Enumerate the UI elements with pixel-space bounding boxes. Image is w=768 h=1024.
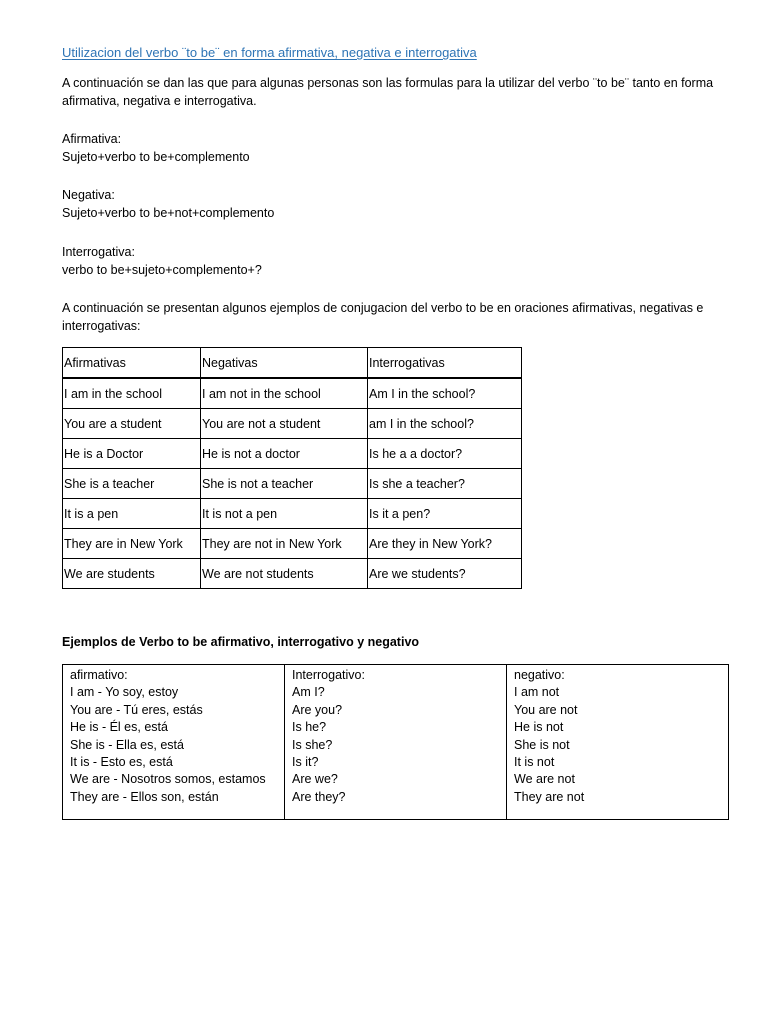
list-item: Is she? [292, 737, 333, 752]
table-cell: It is a pen [63, 499, 201, 529]
list-item: Is it? [292, 755, 319, 770]
table-cell: She is a teacher [63, 469, 201, 499]
list-item: They are not [514, 789, 585, 804]
list-item: I am - Yo soy, estoy [70, 685, 179, 700]
interrogativa-formula: verbo to be+sujeto+complemento+? [62, 263, 262, 277]
table-cell: She is not a teacher [201, 469, 368, 499]
list-item: She is - Ella es, está [70, 737, 184, 752]
table-cell: You are not a student [201, 409, 368, 439]
header-afirmativas: Afirmativas [63, 348, 201, 379]
table-row [63, 409, 522, 439]
table-row [63, 439, 522, 469]
table-header-row [63, 348, 522, 379]
list-item: Am I? [292, 685, 325, 700]
table-row [63, 665, 729, 820]
column-heading: afirmativo: [70, 668, 128, 682]
intro-paragraph: A continuación se dan las que para algunas personas son las formulas para la utilizar del verbo ¨to be¨ tanto en forma afirmativa, negativa e interrogativa. [62, 76, 714, 108]
list-item: It is not [514, 755, 555, 770]
negativa-label: Negativa: [62, 188, 115, 202]
examples-intro-paragraph: A continuación se presentan algunos ejemplos de conjugacion del verbo to be en oraciones afirmativas, negativas e interrogativas: [62, 301, 704, 333]
interrogativa-label: Interrogativa: [62, 245, 135, 259]
afirmativa-label: Afirmativa: [62, 132, 122, 146]
table-cell: They are not in New York [201, 529, 368, 559]
table-cell: He is a Doctor [63, 439, 201, 469]
table-cell: Am I in the school? [368, 378, 522, 409]
list-item: Is he? [292, 720, 327, 735]
table-cell: I am not in the school [201, 378, 368, 409]
conjugation-table [62, 347, 522, 589]
table-row [63, 378, 522, 409]
column-heading: Interrogativo: [292, 668, 365, 682]
list-item: We are not [514, 772, 575, 787]
list-item: He is - Él es, está [70, 720, 168, 735]
list-item: He is not [514, 720, 564, 735]
list-item: Are they? [292, 789, 346, 804]
table-row [63, 469, 522, 499]
table-row [63, 529, 522, 559]
table-cell: I am in the school [63, 378, 201, 409]
table-cell: They are in New York [63, 529, 201, 559]
document-title[interactable]: Utilizacion del verbo ¨to be¨ en forma afirmativa, negativa e interrogativa [62, 45, 477, 60]
column-heading: negativo: [514, 668, 565, 682]
table-cell: We are not students [201, 559, 368, 589]
section2-heading: Ejemplos de Verbo to be afirmativo, interrogativo y negativo [62, 635, 420, 649]
table-cell: Are they in New York? [368, 529, 522, 559]
list-item: Are we? [292, 772, 338, 787]
afirmativo-column [63, 665, 285, 820]
header-interrogativas: Interrogativas [368, 348, 522, 379]
list-item: They are - Ellos son, están [70, 789, 219, 804]
table-cell: Are we students? [368, 559, 522, 589]
table-cell: Is he a a doctor? [368, 439, 522, 469]
table-cell: You are a student [63, 409, 201, 439]
examples-table [62, 664, 729, 820]
afirmativa-formula: Sujeto+verbo to be+complemento [62, 150, 250, 164]
list-item: It is - Esto es, está [70, 755, 173, 770]
list-item: She is not [514, 737, 570, 752]
list-item: We are - Nosotros somos, estamos [70, 772, 266, 787]
table-cell: Is she a teacher? [368, 469, 522, 499]
table-cell: It is not a pen [201, 499, 368, 529]
table-cell: Is it a pen? [368, 499, 522, 529]
table-row [63, 499, 522, 529]
table-cell: We are students [63, 559, 201, 589]
interrogativo-column [285, 665, 507, 820]
list-item: You are not [514, 702, 578, 717]
header-negativas: Negativas [201, 348, 368, 379]
table-cell: am I in the school? [368, 409, 522, 439]
list-item: You are - Tú eres, estás [70, 702, 203, 717]
negativa-formula: Sujeto+verbo to be+not+complemento [62, 206, 275, 220]
list-item: I am not [514, 685, 560, 700]
negativo-column [507, 665, 729, 820]
table-row [63, 559, 522, 589]
table-cell: He is not a doctor [201, 439, 368, 469]
list-item: Are you? [292, 702, 343, 717]
